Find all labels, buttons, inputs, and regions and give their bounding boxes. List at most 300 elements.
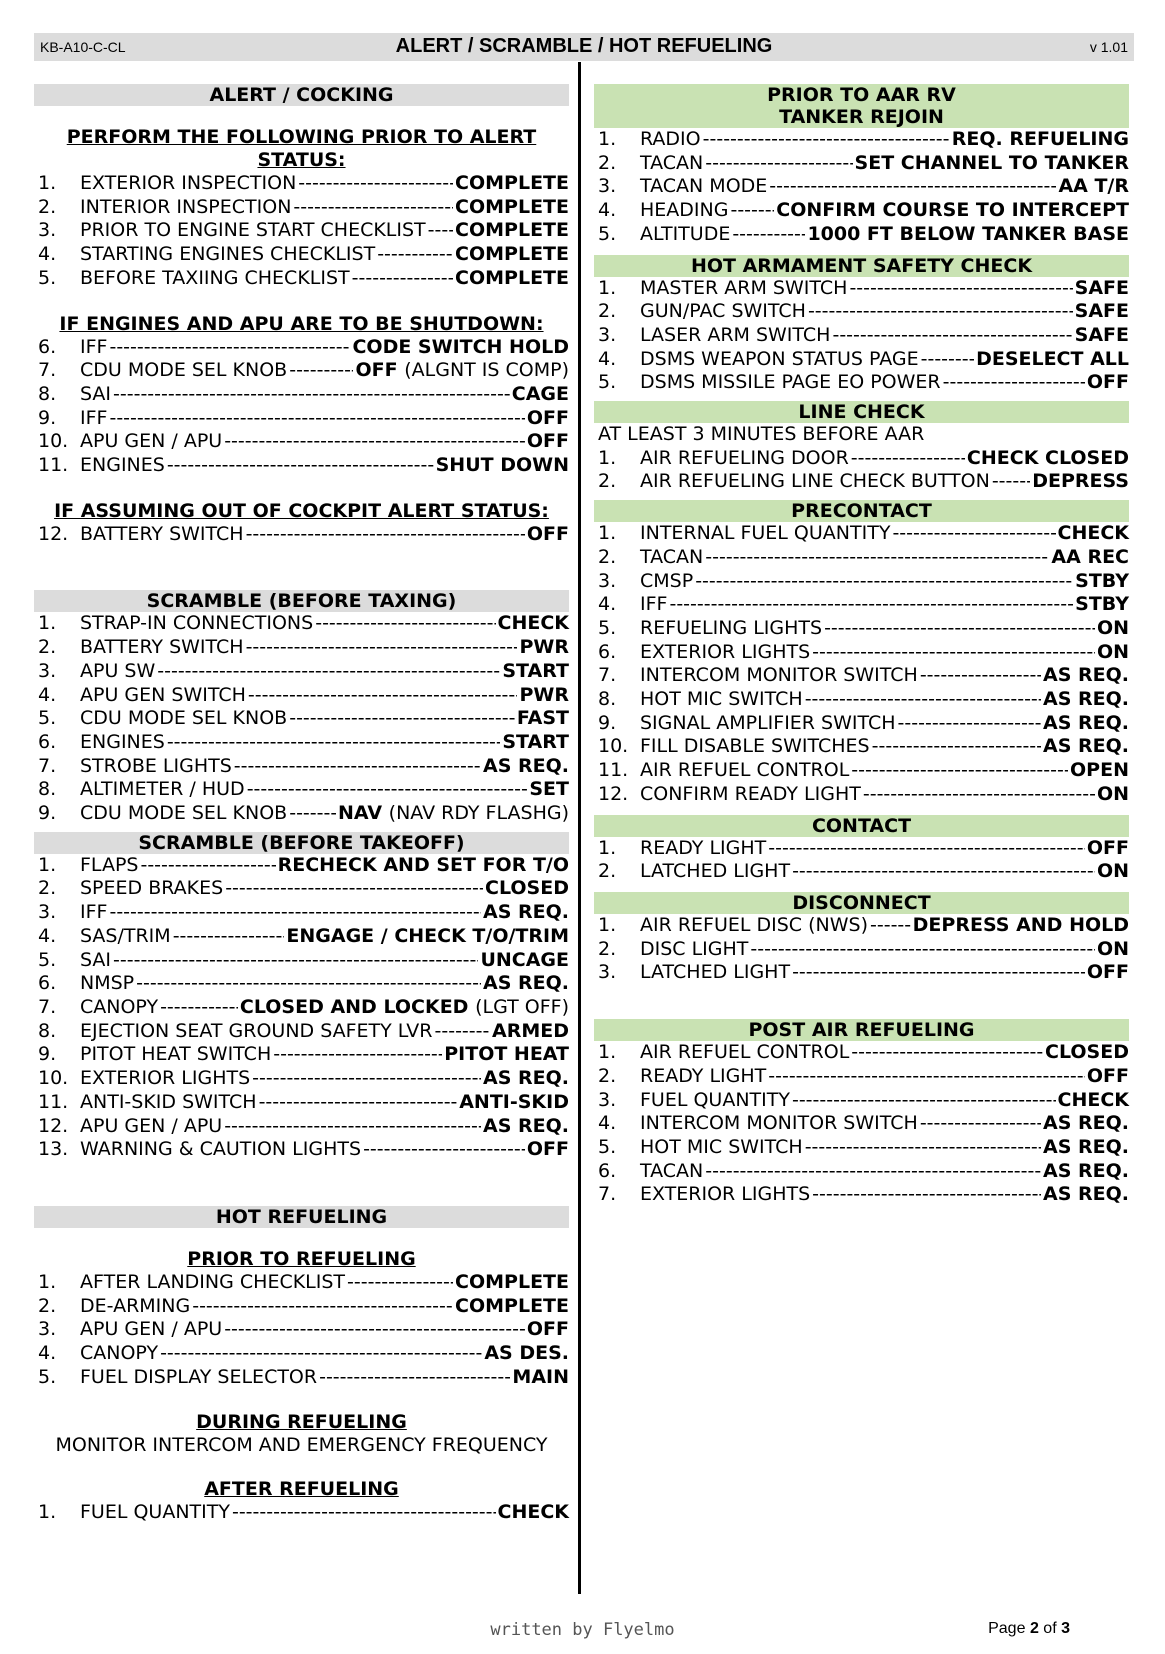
step-action-text: NAV	[338, 802, 383, 825]
checklist-row	[594, 860, 1129, 884]
step-label: IFF	[80, 901, 108, 924]
checklist-row	[594, 470, 1129, 494]
leader-dashes	[832, 324, 1072, 348]
subheading-out-of-cockpit: IF ASSUMING OUT OF COCKPIT ALERT STATUS:	[54, 499, 549, 522]
step-action-text: START	[502, 659, 569, 682]
step-action	[502, 731, 569, 755]
checklist-row	[34, 901, 569, 925]
leader-dashes	[167, 731, 501, 755]
step-label: GUN/PAC SWITCH	[640, 300, 806, 323]
step-label: IFF	[640, 593, 668, 616]
step-label: ALTIMETER / HUD	[80, 778, 245, 801]
checklist-row	[34, 1501, 569, 1525]
step-number: 5.	[38, 266, 57, 289]
step-action	[1097, 617, 1129, 641]
step-label: CDU MODE SEL KNOB	[80, 359, 288, 382]
step-action-text: SET	[529, 778, 569, 801]
step-action-text: DESELECT ALL	[976, 347, 1129, 370]
list-disconnect	[594, 914, 1129, 985]
step-label: EXTERIOR INSPECTION	[80, 172, 297, 194]
step-action-text: RECHECK AND SET FOR T/O	[277, 853, 569, 876]
leader-dashes	[921, 348, 974, 372]
checklist-row	[34, 219, 569, 243]
step-action-text: CHECK	[497, 612, 569, 635]
checklist-row	[34, 1067, 569, 1091]
step-label: LASER ARM SWITCH	[640, 323, 831, 346]
step-label: CDU MODE SEL KNOB	[80, 707, 288, 730]
step-label: INTERIOR INSPECTION	[80, 195, 292, 218]
step-label: APU SW	[80, 659, 156, 682]
version: v 1.01	[1089, 39, 1128, 55]
step-label: EJECTION SEAT GROUND SAFETY LVR	[80, 1019, 433, 1042]
aar-rv-title1: PRIOR TO AAR RV	[767, 84, 956, 106]
step-action-note: (LGT OFF)	[475, 995, 569, 1018]
checklist-row	[34, 925, 569, 949]
step-label: DSMS MISSILE PAGE EO POWER	[640, 371, 941, 394]
leader-dashes	[377, 243, 453, 267]
step-action	[976, 348, 1129, 372]
checklist-row	[594, 1112, 1129, 1136]
step-number: 7.	[38, 359, 57, 382]
list-contact	[594, 837, 1129, 884]
step-label: WARNING & CAUTION LIGHTS	[80, 1138, 362, 1161]
leader-dashes	[792, 860, 1095, 884]
step-action-text: SET CHANNEL TO TANKER	[854, 151, 1129, 174]
step-label: APU GEN / APU	[80, 1318, 223, 1341]
step-action-text: SAFE	[1074, 276, 1129, 299]
step-label: AIR REFUELING DOOR	[640, 446, 849, 469]
step-action	[1070, 759, 1129, 783]
step-label: ANTI-SKID SWITCH	[80, 1090, 257, 1113]
leader-dashes	[363, 1138, 525, 1162]
step-number: 2.	[598, 545, 617, 568]
list-after-refueling	[34, 1501, 569, 1525]
step-action-text: AS REQ.	[1043, 688, 1129, 711]
step-action	[1058, 1089, 1130, 1113]
step-number: 10.	[38, 430, 69, 453]
step-label: TACAN	[640, 1159, 704, 1182]
step-number: 1.	[38, 1270, 57, 1293]
checklist-row	[594, 223, 1129, 247]
step-action-text: CHECK CLOSED	[966, 446, 1129, 469]
checklist-row	[594, 277, 1129, 301]
checklist-row	[34, 996, 569, 1020]
step-action-text: AS REQ.	[483, 1067, 569, 1090]
step-action	[355, 359, 569, 383]
step-action	[527, 1318, 569, 1342]
leader-dashes	[289, 359, 353, 383]
checklist-row	[34, 1271, 569, 1295]
step-action-text: OPEN	[1070, 759, 1129, 782]
step-action	[1043, 1183, 1129, 1207]
step-action-text: AS REQ.	[1043, 1159, 1129, 1182]
step-action-text: AS REQ.	[483, 1114, 569, 1137]
step-action	[286, 925, 569, 949]
checklist-row	[594, 324, 1129, 348]
step-action-text: ANTI-SKID	[459, 1090, 569, 1113]
leader-dashes	[246, 636, 518, 660]
leader-dashes	[920, 664, 1041, 688]
step-action-text: SAFE	[1074, 323, 1129, 346]
step-number: 2.	[38, 195, 57, 218]
checklist-row	[34, 1318, 569, 1342]
step-number: 5.	[38, 707, 57, 730]
leader-dashes	[705, 546, 1049, 570]
leader-dashes	[792, 961, 1085, 985]
step-action-text: DEPRESS AND HOLD	[912, 913, 1129, 936]
right-column	[594, 84, 1129, 1207]
step-number: 1.	[38, 1501, 57, 1524]
checklist-row	[594, 837, 1129, 861]
step-action	[807, 223, 1129, 247]
leader-dashes	[247, 778, 528, 802]
step-number: 2.	[598, 300, 617, 323]
step-number: 7.	[598, 1183, 617, 1206]
leader-dashes	[695, 570, 1073, 594]
step-label: CANOPY	[80, 1342, 159, 1365]
step-action	[352, 336, 569, 360]
step-number: 6.	[38, 730, 57, 753]
list-scramble-taxi	[34, 612, 569, 825]
step-number: 2.	[598, 470, 617, 493]
step-action-text: CLOSED	[485, 877, 569, 900]
step-number: 1.	[598, 1041, 617, 1064]
step-action-text: CLOSED	[1045, 1041, 1129, 1064]
checklist-row	[594, 759, 1129, 783]
step-number: 1.	[598, 128, 617, 150]
step-number: 1.	[598, 836, 617, 859]
step-label: AFTER LANDING CHECKLIST	[80, 1270, 346, 1293]
step-label: AIR REFUELING LINE CHECK BUTTON	[640, 470, 990, 493]
checklist-row	[594, 152, 1129, 176]
step-number: 2.	[38, 1294, 57, 1317]
step-action-text: CAGE	[511, 382, 569, 405]
step-number: 3.	[38, 901, 57, 924]
step-action-text: REQ. REFUELING	[951, 128, 1129, 150]
step-action	[1087, 371, 1129, 395]
step-label: DISC LIGHT	[640, 937, 749, 960]
step-action-text: ON	[1096, 937, 1129, 960]
checklist-row	[594, 1183, 1129, 1207]
page-title: ALERT / SCRAMBLE / HOT REFUELING	[395, 35, 773, 57]
step-label: FUEL DISPLAY SELECTOR	[80, 1365, 318, 1388]
step-label: TACAN MODE	[640, 175, 768, 198]
step-label: STARTING ENGINES CHECKLIST	[80, 243, 376, 266]
section-scramble-takeoff: SCRAMBLE (BEFORE TAKEOFF)	[34, 832, 569, 854]
step-number: 1.	[38, 612, 57, 635]
step-action-text: FAST	[516, 707, 569, 730]
step-label: BATTERY SWITCH	[80, 522, 244, 545]
leader-dashes	[157, 660, 500, 684]
leader-dashes	[347, 1271, 453, 1295]
step-action	[527, 430, 569, 454]
step-action-text: OFF	[526, 430, 569, 453]
step-label: INTERNAL FUEL QUANTITY	[640, 522, 891, 545]
step-label: DSMS WEAPON STATUS PAGE	[640, 347, 919, 370]
step-label: CDU MODE SEL KNOB	[80, 802, 288, 825]
line-check-note: AT LEAST 3 MINUTES BEFORE AAR	[598, 423, 925, 446]
step-action	[483, 972, 569, 996]
leader-dashes	[113, 383, 510, 407]
step-label: ENGINES	[80, 454, 165, 477]
leader-dashes	[136, 972, 481, 996]
step-action-text: OFF	[526, 1138, 569, 1161]
leader-dashes	[113, 949, 478, 973]
step-action	[459, 1091, 569, 1115]
step-number: 11.	[38, 454, 69, 477]
step-number: 4.	[38, 924, 57, 947]
step-action	[1097, 860, 1129, 884]
left-column	[34, 84, 569, 1525]
step-action	[483, 901, 569, 925]
step-label: AIR REFUEL CONTROL	[640, 759, 850, 782]
step-action-text: COMPLETE	[455, 195, 569, 218]
step-label: STROBE LIGHTS	[80, 754, 232, 777]
step-action-text: STBY	[1075, 593, 1129, 616]
step-number: 9.	[598, 711, 617, 734]
step-action-text: PWR	[519, 636, 569, 659]
step-action	[240, 996, 569, 1020]
checklist-row	[34, 1138, 569, 1162]
step-action	[338, 802, 569, 826]
step-number: 1.	[38, 172, 57, 194]
step-action	[517, 707, 569, 731]
leader-dashes	[319, 1366, 510, 1390]
step-action-text: COMPLETE	[455, 1270, 569, 1293]
step-label: APU GEN SWITCH	[80, 683, 246, 706]
checklist-row	[34, 778, 569, 802]
step-action-text: AS REQ.	[1043, 735, 1129, 758]
step-action	[527, 523, 569, 547]
step-label: FILL DISABLE SWITCHES	[640, 735, 870, 758]
step-action	[1043, 1136, 1129, 1160]
step-action-text: COMPLETE	[455, 1294, 569, 1317]
checklist-row	[34, 359, 569, 383]
checklist-row	[594, 1065, 1129, 1089]
step-action-text: ON	[1096, 860, 1129, 883]
step-action	[1043, 1160, 1129, 1184]
step-number: 5.	[598, 616, 617, 639]
step-action-text: AS REQ.	[1043, 1135, 1129, 1158]
step-action	[480, 949, 569, 973]
aar-rv-title2: TANKER REJOIN	[779, 106, 944, 128]
subheading-during-refueling: DURING REFUELING	[196, 1411, 407, 1434]
step-number: 2.	[38, 636, 57, 659]
step-number: 5.	[598, 371, 617, 394]
leader-dashes	[732, 223, 805, 247]
leader-dashes	[851, 759, 1068, 783]
step-action-text: COMPLETE	[455, 219, 569, 242]
step-action-text: COMPLETE	[455, 172, 569, 194]
section-alert-cocking: ALERT / COCKING	[34, 84, 569, 106]
step-action	[1075, 593, 1129, 617]
step-action	[1058, 522, 1130, 546]
leader-dashes	[315, 612, 495, 636]
step-number: 1.	[598, 522, 617, 545]
step-label: APU GEN / APU	[80, 1114, 223, 1137]
step-number: 3.	[598, 1088, 617, 1111]
leader-dashes	[851, 447, 965, 471]
step-label: SIGNAL AMPLIFIER SWITCH	[640, 711, 896, 734]
header-bar	[34, 33, 1134, 61]
step-action	[455, 1295, 569, 1319]
step-label: SAI	[80, 382, 112, 405]
leader-dashes	[252, 1067, 481, 1091]
step-number: 8.	[38, 382, 57, 405]
step-action	[1097, 783, 1129, 807]
step-label: TACAN	[640, 151, 704, 174]
step-action-text: CONFIRM COURSE TO INTERCEPT	[776, 199, 1129, 222]
section-scramble-taxi: SCRAMBLE (BEFORE TAXING)	[34, 590, 569, 612]
step-number: 6.	[38, 972, 57, 995]
step-action-text: OFF	[526, 406, 569, 429]
step-action-text: CHECK	[1057, 522, 1129, 545]
leader-dashes	[769, 175, 1056, 199]
leader-dashes	[943, 371, 1085, 395]
step-number: 1.	[598, 913, 617, 936]
step-action	[1043, 735, 1129, 759]
step-action-text: AS REQ.	[1043, 1112, 1129, 1135]
step-action	[455, 267, 569, 291]
step-label: AIR REFUEL DISC (NWS)	[640, 913, 868, 936]
page-current: 2	[1029, 1620, 1039, 1637]
step-action	[455, 1271, 569, 1295]
leader-dashes	[812, 1183, 1041, 1207]
step-number: 2.	[598, 937, 617, 960]
step-number: 9.	[38, 802, 57, 825]
leader-dashes	[435, 1020, 491, 1044]
step-label: EXTERIOR LIGHTS	[80, 1067, 251, 1090]
leader-dashes	[805, 688, 1041, 712]
step-label: BEFORE TAXIING CHECKLIST	[80, 266, 350, 289]
step-action	[483, 1115, 569, 1139]
step-action-note: (ALGNT IS COMP)	[404, 359, 569, 382]
step-action	[492, 1020, 569, 1044]
step-number: 4.	[598, 199, 617, 222]
step-number: 7.	[38, 995, 57, 1018]
step-label: READY LIGHT	[640, 836, 767, 859]
step-action-text: START	[502, 730, 569, 753]
leader-dashes	[849, 277, 1072, 301]
step-action	[529, 778, 569, 802]
checklist-row	[594, 348, 1129, 372]
leader-dashes	[805, 1136, 1041, 1160]
checklist-row	[34, 523, 569, 547]
step-action	[502, 660, 569, 684]
checklist-row	[594, 175, 1129, 199]
checklist-row	[34, 1091, 569, 1115]
section-aar-rv	[594, 84, 1129, 128]
step-label: TACAN	[640, 545, 704, 568]
leader-dashes	[224, 1115, 481, 1139]
step-number: 4.	[598, 1112, 617, 1135]
leader-dashes	[750, 938, 1095, 962]
step-action-text: AS REQ.	[483, 901, 569, 924]
step-label: ENGINES	[80, 730, 165, 753]
step-action-text: AS REQ.	[483, 754, 569, 777]
checklist-row	[34, 172, 569, 196]
checklist-row	[34, 877, 569, 901]
step-action	[1043, 1112, 1129, 1136]
step-label: PRIOR TO ENGINE START CHECKLIST	[80, 219, 426, 242]
section-post-refueling: POST AIR REFUELING	[594, 1019, 1129, 1041]
step-action	[519, 636, 569, 660]
step-action	[498, 612, 570, 636]
step-label: INTERCOM MONITOR SWITCH	[640, 664, 918, 687]
list-armament	[594, 277, 1129, 396]
checklist-row	[594, 688, 1129, 712]
doc-id: KB-A10-C-CL	[40, 39, 126, 55]
step-action	[1087, 1065, 1129, 1089]
page-label: Page	[988, 1620, 1026, 1637]
checklist-row	[34, 407, 569, 431]
leader-dashes	[246, 523, 525, 547]
step-action	[1087, 837, 1129, 861]
checklist-row	[34, 267, 569, 291]
step-action-text: OFF	[526, 522, 569, 545]
checklist-row	[594, 199, 1129, 223]
step-action-text: OFF	[1086, 371, 1129, 394]
leader-dashes	[920, 1112, 1041, 1136]
leader-dashes	[992, 470, 1030, 494]
step-action-text: OFF	[526, 1318, 569, 1341]
page-number	[988, 1620, 1070, 1638]
step-action-text: COMPLETE	[455, 266, 569, 289]
step-action-text: MAIN	[512, 1365, 569, 1388]
checklist-row	[34, 854, 569, 878]
checklist-row	[34, 949, 569, 973]
leader-dashes	[824, 617, 1095, 641]
step-action	[855, 152, 1129, 176]
checklist-row	[594, 1041, 1129, 1065]
list-precontact	[594, 522, 1129, 806]
checklist-row	[594, 617, 1129, 641]
step-action-text: ON	[1096, 640, 1129, 663]
step-number: 7.	[598, 664, 617, 687]
subheading-prior-alert: PERFORM THE FOLLOWING PRIOR TO ALERT STATUS:	[66, 126, 537, 171]
checklist-row	[34, 430, 569, 454]
step-action	[1075, 300, 1129, 324]
checklist-row	[34, 336, 569, 360]
step-action-text: OFF	[1086, 836, 1129, 859]
checklist-row	[594, 593, 1129, 617]
step-action-text: CLOSED AND LOCKED	[239, 995, 469, 1018]
step-number: 4.	[38, 683, 57, 706]
checklist-row	[34, 1366, 569, 1390]
step-label: NMSP	[80, 972, 135, 995]
checklist-row	[34, 1115, 569, 1139]
step-action-text: AS DES.	[484, 1342, 569, 1365]
leader-dashes	[140, 854, 275, 878]
subheading-after-refueling: AFTER REFUELING	[204, 1478, 399, 1501]
checklist-row	[594, 1160, 1129, 1184]
leader-dashes	[863, 783, 1095, 807]
checklist-row	[34, 454, 569, 478]
step-label: CANOPY	[80, 995, 159, 1018]
leader-dashes	[273, 1043, 442, 1067]
leader-dashes	[812, 641, 1095, 665]
leader-dashes	[192, 1295, 453, 1319]
checklist-row	[34, 1020, 569, 1044]
step-number: 3.	[598, 961, 617, 984]
step-action	[455, 172, 569, 196]
step-action-text: UNCAGE	[480, 948, 569, 971]
step-number: 1.	[598, 276, 617, 299]
step-action	[512, 383, 569, 407]
checklist-row	[594, 1089, 1129, 1113]
step-action	[436, 454, 569, 478]
leader-dashes	[669, 593, 1073, 617]
